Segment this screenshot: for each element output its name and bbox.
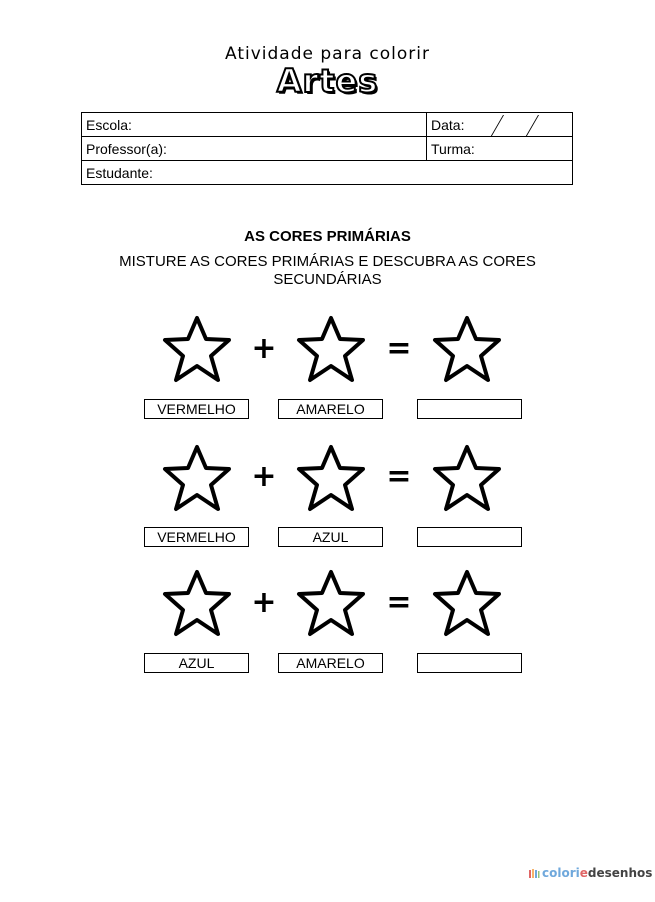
color-label-box: VERMELHO <box>144 399 249 419</box>
logo-text-part: desenhos <box>587 866 653 880</box>
date-separator <box>490 115 504 137</box>
color-label-box: VERMELHO <box>144 527 249 547</box>
answer-box[interactable] <box>417 399 522 419</box>
teacher-field[interactable] <box>82 137 427 161</box>
date-field[interactable] <box>427 113 573 137</box>
star-icon[interactable] <box>292 566 370 640</box>
date-label: Data: <box>431 116 465 133</box>
color-label-box: AMARELO <box>278 399 383 419</box>
logo-text-part: colori <box>542 866 580 880</box>
logo-text-part: e <box>579 866 588 880</box>
exercise-instructions: MISTURE AS CORES PRIMÁRIAS E DESCUBRA AS CORES SECUNDÁRIAS <box>119 253 536 288</box>
class-field[interactable] <box>427 137 573 161</box>
class-label: Turma: <box>431 140 475 157</box>
date-separator <box>525 115 539 137</box>
equals-icon: = <box>386 331 412 366</box>
equals-icon: = <box>386 585 412 620</box>
star-icon[interactable] <box>428 312 506 386</box>
crayon-icon <box>528 867 540 879</box>
school-field[interactable] <box>82 113 427 137</box>
star-icon[interactable] <box>158 566 236 640</box>
plus-icon: + <box>251 585 277 620</box>
star-icon[interactable] <box>428 566 506 640</box>
teacher-label: Professor(a): <box>86 140 167 157</box>
student-field[interactable] <box>82 161 573 185</box>
plus-icon: + <box>251 331 277 366</box>
student-label: Estudante: <box>86 164 153 181</box>
school-label: Escola: <box>86 116 132 133</box>
info-table <box>81 112 573 185</box>
star-icon[interactable] <box>158 441 236 515</box>
color-label-box: AZUL <box>144 653 249 673</box>
site-logo <box>528 866 652 880</box>
exercise-heading: AS CORES PRIMÁRIAS <box>244 228 411 245</box>
answer-box[interactable] <box>417 527 522 547</box>
star-icon[interactable] <box>158 312 236 386</box>
star-icon[interactable] <box>428 441 506 515</box>
page-title: Artes <box>276 62 379 100</box>
color-label-box: AMARELO <box>278 653 383 673</box>
answer-box[interactable] <box>417 653 522 673</box>
star-icon[interactable] <box>292 312 370 386</box>
equals-icon: = <box>386 459 412 494</box>
star-icon[interactable] <box>292 441 370 515</box>
activity-subtitle: Atividade para colorir <box>225 44 430 64</box>
plus-icon: + <box>251 459 277 494</box>
color-label-box: AZUL <box>278 527 383 547</box>
